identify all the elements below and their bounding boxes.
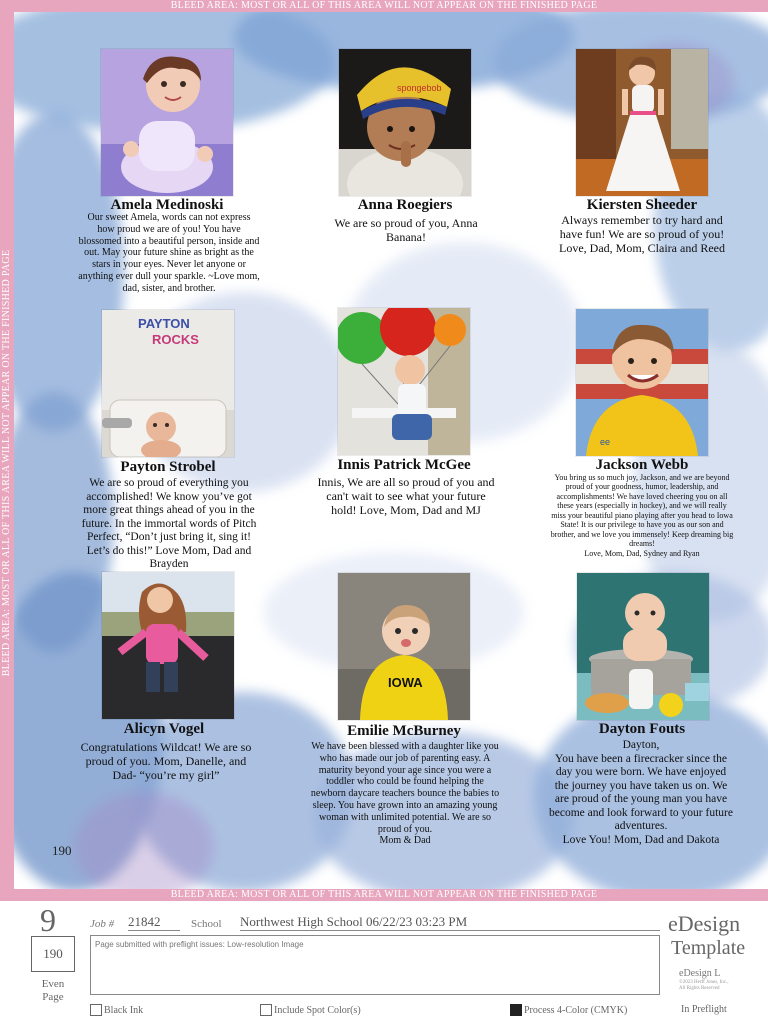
footer-page-side	[34, 978, 72, 1004]
copyright	[679, 980, 759, 992]
copyright-line2: All Rights Reserved	[679, 986, 720, 991]
entry-name: Emilie McBurney	[347, 723, 461, 739]
entry-name: Amela Medinoski	[110, 197, 224, 213]
school-label: School	[191, 918, 222, 930]
bleed-left-text: BLEED AREA: MOST OR ALL OF THIS AREA WILL NOT APPEAR ON THE FINISHED PAGE	[1, 249, 12, 677]
entry-message: We are so proud of you, Anna Banana!	[334, 216, 478, 245]
entry-name: Jackson Webb	[595, 457, 689, 473]
entry-name: Innis Patrick McGee	[337, 457, 471, 473]
entry-name: Alicyn Vogel	[123, 721, 205, 737]
entry-message: We have been blessed with a daughter like you who has made our job of parenting easy. A maturity beyond your age since you were a toddler who could be found helping the newborn daycare teachers bounce the babies to sleep. You have grown into an amazing young woman with unlimited potential. We are so proud of you. Mom & Dad	[310, 741, 500, 847]
footer-side-line2: Page	[42, 991, 64, 1003]
preflight-notes: Page submitted with preflight issues: Low-resolution Image	[90, 935, 660, 995]
entry-name: Anna Roegiers	[357, 197, 453, 213]
svg-text:ee: ee	[600, 437, 611, 447]
photo-innis-mcgee	[338, 308, 470, 455]
bath-sign-line1: PAYTON	[138, 316, 190, 331]
entry-message: You bring us so much joy, Jackson, and we are beyond proud of your goodness, humor, leadership, and accomplishments! We have loved cheering you on all these years (especially in hockey), and we will really miss your beautiful piano playing after you head to Iowa State! It is our privilege to have you as our son and brother, and we love you immensely! Keep dreaming big dreams! Love, Mom, Dad, Sydney and Ryan	[550, 473, 734, 558]
entry-message: Always remember to try hard and have fun! We are so proud of you! Love, Dad, Mom, Claira and Reed	[559, 213, 725, 256]
entry-message: Dayton, You have been a firecracker since the day you were born. We have enjoyed the journey you have taken us on. We are proud of the young man you have become and look forward to your future adventures. Love You! Mom, Dad and Dakota	[549, 739, 733, 846]
school-value: Northwest High School 06/22/23 03:23 PM	[240, 914, 660, 931]
checkbox-box[interactable]	[260, 1004, 272, 1016]
photo-anna-roegiers	[339, 49, 471, 196]
checkbox-label: Black Ink	[104, 1004, 144, 1016]
brand-template: Template	[671, 937, 746, 959]
photo-dayton-fouts	[577, 573, 709, 720]
entry-name: Payton Strobel	[120, 459, 216, 475]
job-number: 21842	[128, 914, 180, 931]
brand-edesign: eDesign	[668, 911, 741, 936]
page-number: 190	[52, 843, 72, 858]
shirt-text: IOWA	[388, 675, 423, 690]
hat-text: spongebob	[397, 83, 442, 93]
checkbox-box[interactable]	[90, 1004, 102, 1016]
bleed-band-bottom: BLEED AREA: MOST OR ALL OF THIS AREA WILL NOT APPEAR ON THE FINISHED PAGE	[0, 889, 768, 901]
checkbox-process-cmyk[interactable]	[510, 1004, 627, 1016]
entry-message: Our sweet Amela, words can not express how proud we are of you! You have blossomed into a beautiful person, inside and out. May your future shine as bright as the stars in your eyes. Never let anyone or anything ever dull your sparkle. ~Love mom, dad, sister, and brother.	[78, 212, 260, 294]
job-label: Job #	[90, 918, 115, 930]
preflight-status: In Preflight	[681, 1004, 727, 1015]
entry-message: Innis, We are all so proud of you and can't wait to see what your future hold! Love, Mom, Dad and MJ	[317, 475, 495, 518]
entry-message: Congratulations Wildcat! We are so proud of you. Mom, Danelle, and Dad- “you’re my girl”	[80, 740, 252, 783]
checkbox-label: Process 4-Color (CMYK)	[524, 1004, 628, 1016]
checkbox-label: Include Spot Color(s)	[274, 1004, 361, 1016]
photo-amela-medinoski	[101, 49, 233, 196]
photo-alicyn-vogel	[102, 572, 234, 719]
photo-kiersten-sheeder	[576, 49, 708, 196]
bath-sign-line2: ROCKS	[152, 332, 199, 347]
photo-jackson-webb	[576, 309, 708, 456]
footer-side-line1: Even	[41, 978, 65, 990]
entry-name: Dayton Fouts	[598, 721, 686, 737]
photo-emilie-mcburney	[338, 573, 470, 720]
entry-message: We are so proud of everything you accomplished! We know you’ve got more great things ahead of you in the future. In the immortal words of Pitch Perfect, “Don’t just bring it, sing it! Let’s do this!” Love Mom, Dad and Brayden	[81, 477, 257, 571]
checkbox-box[interactable]	[510, 1004, 522, 1016]
photo-payton-strobel	[102, 310, 234, 457]
footer-page-box: 190	[31, 936, 75, 972]
brand-small: eDesign L	[679, 968, 721, 979]
copyright-line1: ©2023 Herff Jones, Inc.,	[679, 980, 729, 985]
bleed-band-left	[0, 12, 14, 889]
footer-big-number: 9	[40, 902, 56, 938]
checkbox-spot-color[interactable]	[260, 1004, 361, 1016]
checkbox-black-ink[interactable]	[90, 1004, 143, 1016]
entry-name: Kiersten Sheeder	[586, 197, 698, 213]
bleed-band-top: BLEED AREA: MOST OR ALL OF THIS AREA WILL NOT APPEAR ON THE FINISHED PAGE	[0, 0, 768, 12]
